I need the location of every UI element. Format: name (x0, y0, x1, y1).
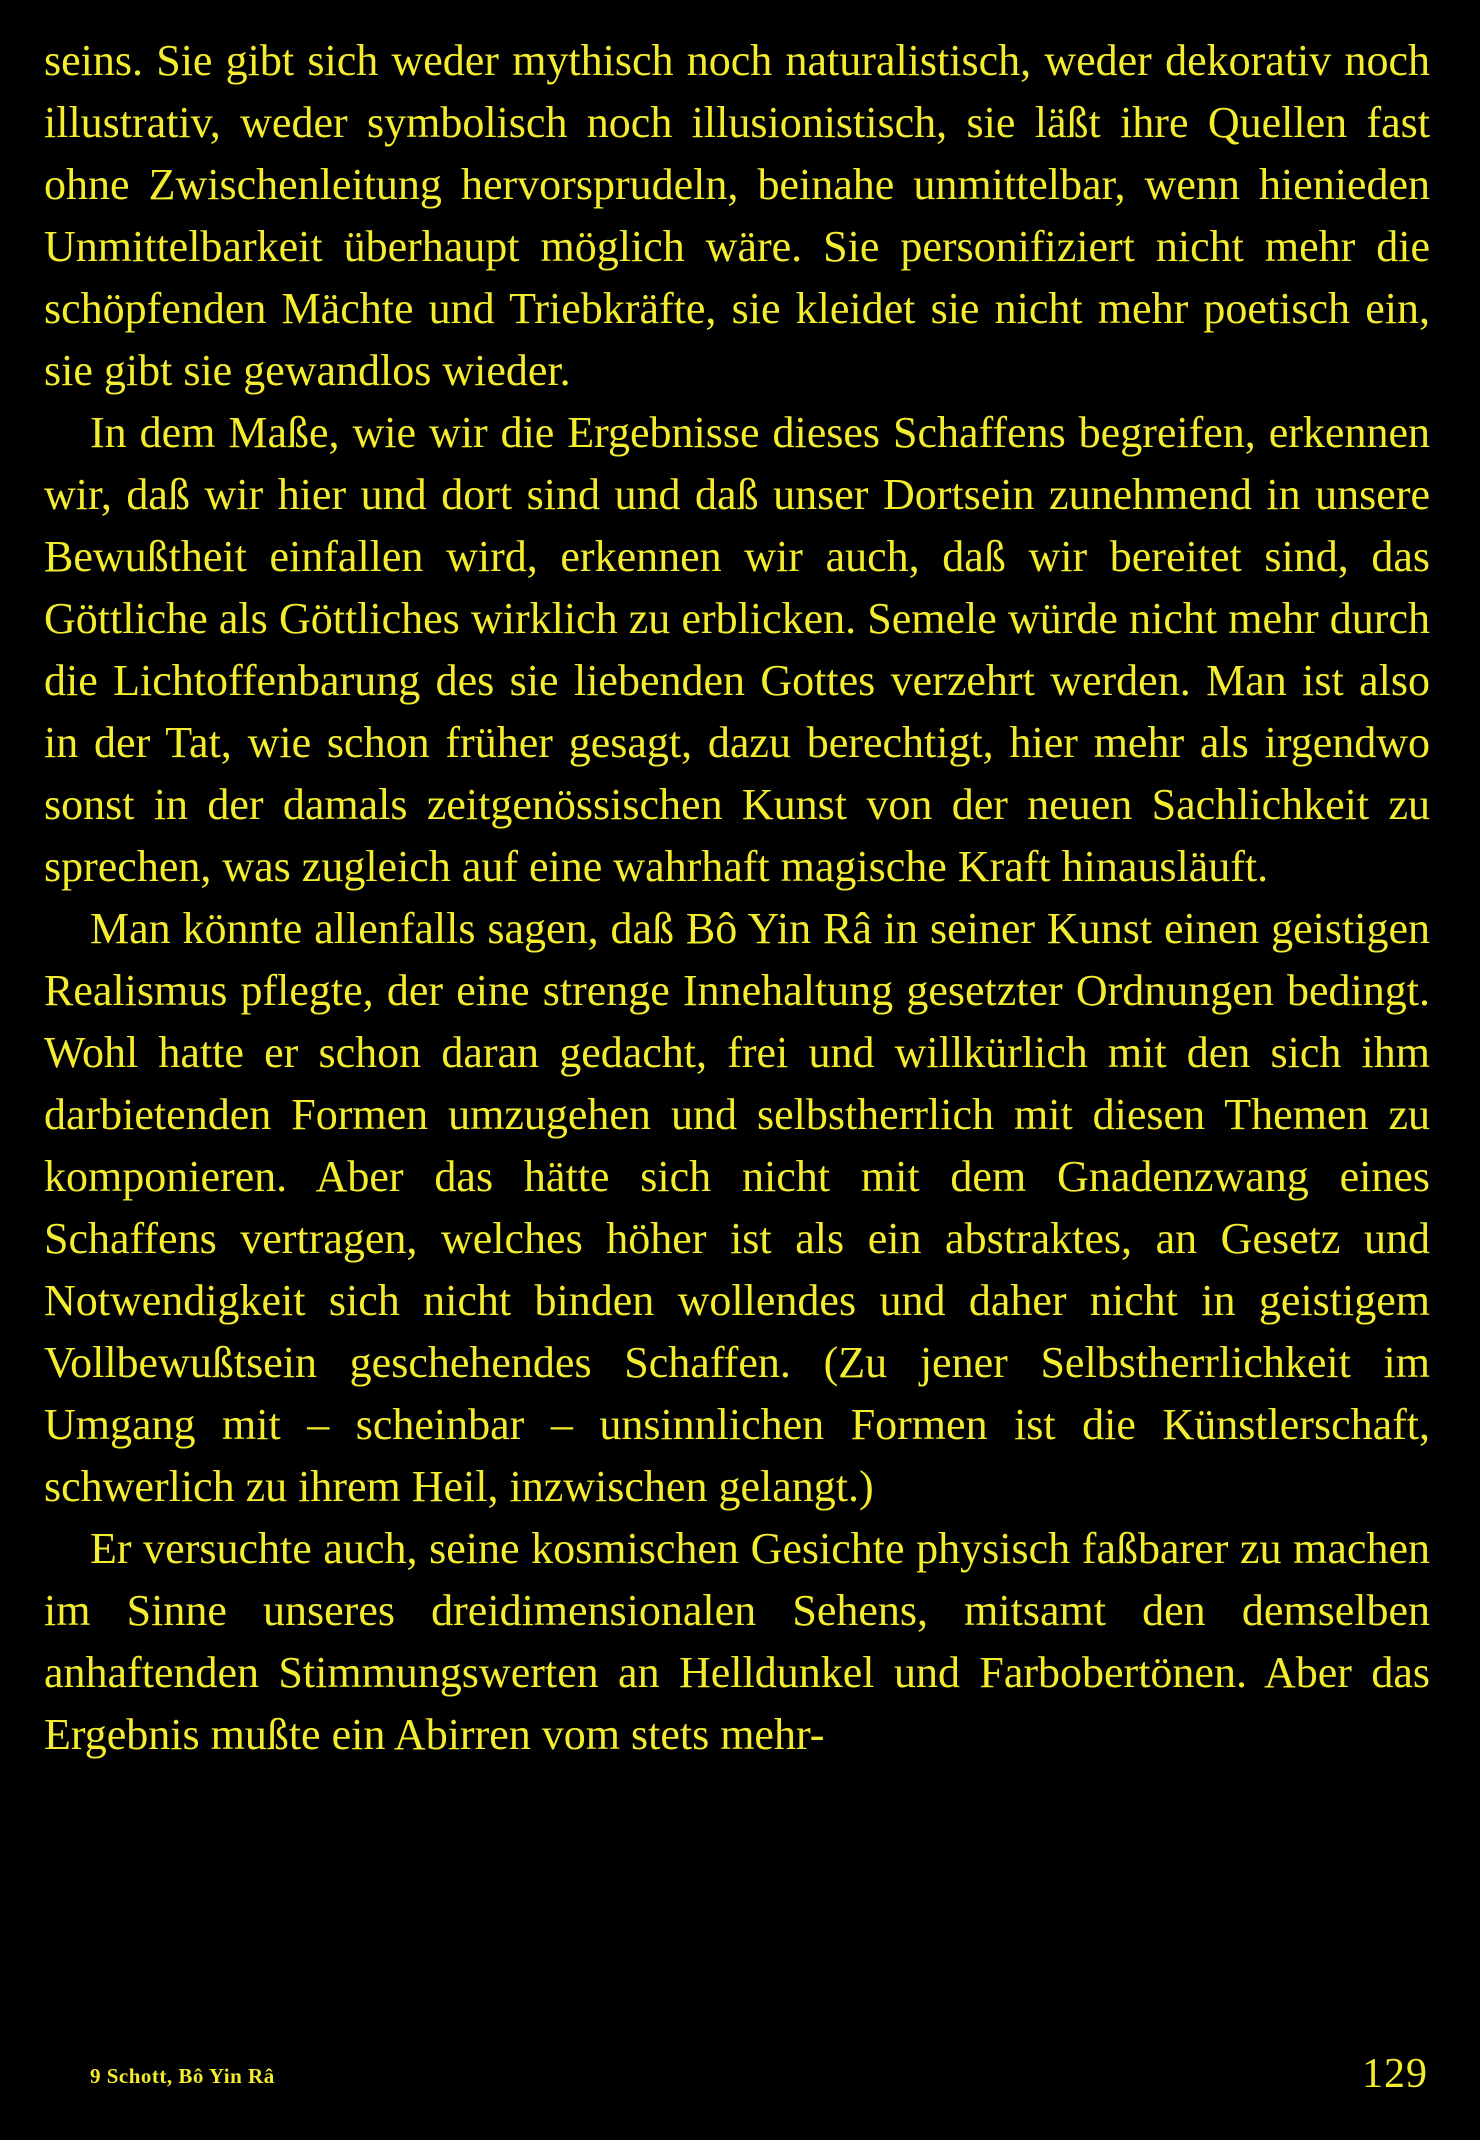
paragraph-continued: seins. Sie gibt sich weder mythisch noch naturalistisch, weder dekorativ noch illustrativ, weder symbolisch noch illusionistisch, sie läßt ihre Quellen fast ohne Zwischenleitung hervorsprudeln, beinahe unmittelbar, wenn hienieden Unmittelbarkeit überhaupt möglich wäre. Sie personifiziert nicht mehr die schöpfenden Mächte und Triebkräfte, sie kleidet sie nicht mehr poetisch ein, sie gibt sie gewandlos wieder. (44, 36, 1430, 395)
paragraph-geistiger-realismus: Man könnte allenfalls sagen, daß Bô Yin Râ in seiner Kunst einen geistigen Realismus pflegte, der eine strenge Innehaltung gesetzter Ordnungen bedingt. Wohl hatte er schon daran gedacht, frei und willkürlich mit den sich ihm darbietenden Formen umzugehen und selbstherrlich mit diesen Themen zu komponieren. Aber das hätte sich nicht mit dem Gnadenzwang eines Schaffens vertragen, welches höher ist als ein abstraktes, an Gesetz und Notwendigkeit sich nicht binden wollendes und daher nicht in geistigem Vollbewußtsein geschehendes Schaffen. (Zu jener Selbstherrlichkeit im Umgang mit – scheinbar – unsinnlichen Formen ist die Künstlerschaft, schwerlich zu ihrem Heil, inzwischen gelangt.) (44, 904, 1430, 1511)
paragraph-kosmische-gesichte: Er versuchte auch, seine kosmischen Gesichte physisch faßbarer zu machen im Sinne unseres dreidimensionalen Sehens, mitsamt den demselben anhaftenden Stimmungswerten an Helldunkel und Farbobertönen. Aber das Ergebnis mußte ein Abirren vom stets mehr- (44, 1524, 1430, 1759)
page-footer (0, 2050, 1480, 2110)
printer-signature: 9 Schott, Bô Yin Râ (90, 2064, 275, 2088)
paragraph-semele: In dem Maße, wie wir die Ergebnisse dieses Schaffens begreifen, erkennen wir, daß wir hier und dort sind und daß unser Dortsein zunehmend in unsere Bewußtheit einfallen wird, erkennen wir auch, daß wir bereitet sind, das Göttliche als Göttliches wirklich zu erblicken. Semele würde nicht mehr durch die Lichtoffenbarung des sie liebenden Gottes verzehrt werden. Man ist also in der Tat, wie schon früher gesagt, dazu berechtigt, hier mehr als irgendwo sonst in der damals zeitgenössischen Kunst von der neuen Sachlichkeit zu sprechen, was zugleich auf eine wahrhaft magische Kraft hinausläuft. (44, 408, 1430, 891)
body-text (44, 30, 1430, 1766)
page-number: 129 (1362, 2051, 1428, 2097)
